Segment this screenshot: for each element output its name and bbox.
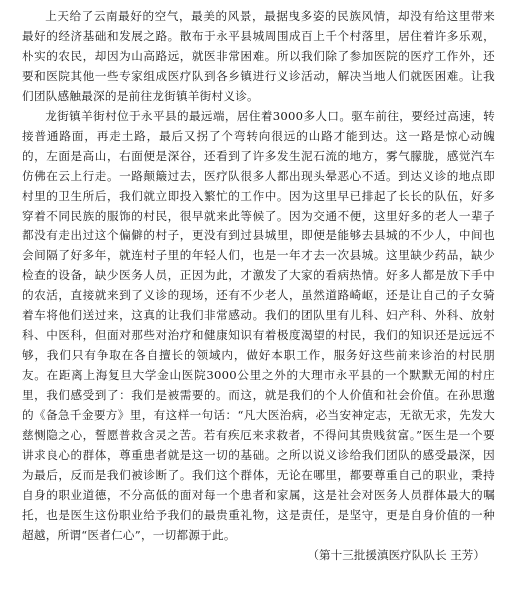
author-signature: （第十三批援滇医疗队队长 王芳）	[307, 547, 485, 562]
paragraph-2: 龙街镇羊街村位于永平县的最远端，居住着3000多人口。驱车前往，要经过高速，转接普通路面，再走土路，最后又拐了个弯转向很远的山路才能到达。这一路是惊心动魄的，左面是高山，右面便是深谷，还看到了许多发生泥石流的地方，雾气朦胧，感觉汽车仿佛在云上行走。一路颠簸过去，医疗队很多人都出现头晕恶心不适。到达义诊的地点即村里的卫生所后，我们就立即投入繁忙的工作中。因为这里早已排起了长长的队伍，好多穿着不同民族的服饰的村民，很早就来此等候了。因为交通不便，这里好多的老人一辈子都没有走出过这个偏僻的村子，更没有到过县城里，即便是能够去县城的不少人，中间也会间隔了好多年，就连村子里的年轻人们，也是一年才去一次县城。这里缺少药品，缺少检查的设备，缺少医务人员，正因为此，才激发了大家的看病热情。好多人都是放下手中的农活，直接就来到了义诊的现场，还有不少老人，虽然道路崎岖，还是让自己的子女骑着车将他们送过来，这真的让我们非常感动。我们的团队里有儿科、妇产科、外科、放射科、中医科，但面对那些对治疗和健康知识有着极度渴望的村民，我们的知识还是远远不够，我们只有争取在各自擅长的领域内，做好本职工作，服务好这些前来诊治的村民朋友。在距离上海复旦大学金山医院3000公里之外的大理市永平县的一个默默无闻的村庄里，我们感受到了：我们是被需要的。而这，就是我们的个人价值和社会价值。在孙思邈的《备急千金要方》里，有这样一句话：“凡大医治病，必当安神定志，无欲无求，先发大慈恻隐之心，誓愿普救含灵之苦。若有疾厄来求救者，不得问其贵贱贫富。”医生是一个要讲求良心的群体，尊重患者就是这一切的基础。之所以说义诊给我们团队的感受最深，因为最后，反而是我们被诊断了。我们这个群体，无论在哪里，都要尊重自己的职业，秉持自身的职业道德，不分高低的面对每一个患者和家属，这是社会对医务人员群体最大的嘱托，也是医生这份职业给予我们的最贵重礼物，这是责任，是坚守，更是自身价值的一种超越，所谓“医者仁心”，一切都源于此。	[22, 108, 495, 542]
paragraph-1: 上天给了云南最好的空气，最美的风景，最据曳多姿的民族风情，却没有给这里带来最好的经济基础和发展之路。散布于永平县城周围成百上千个村落里，居住着许多乐观，朴实的农民，却因为山高路远，就医非常困难。所以我们除了参加医院的医疗工作外，还要和医院其他一些专家组成医疗队到各乡镇进行义诊活动，解决当地人们就医困难。让我们团队感触最深的是前往龙街镇羊街村义诊。	[22, 9, 495, 103]
